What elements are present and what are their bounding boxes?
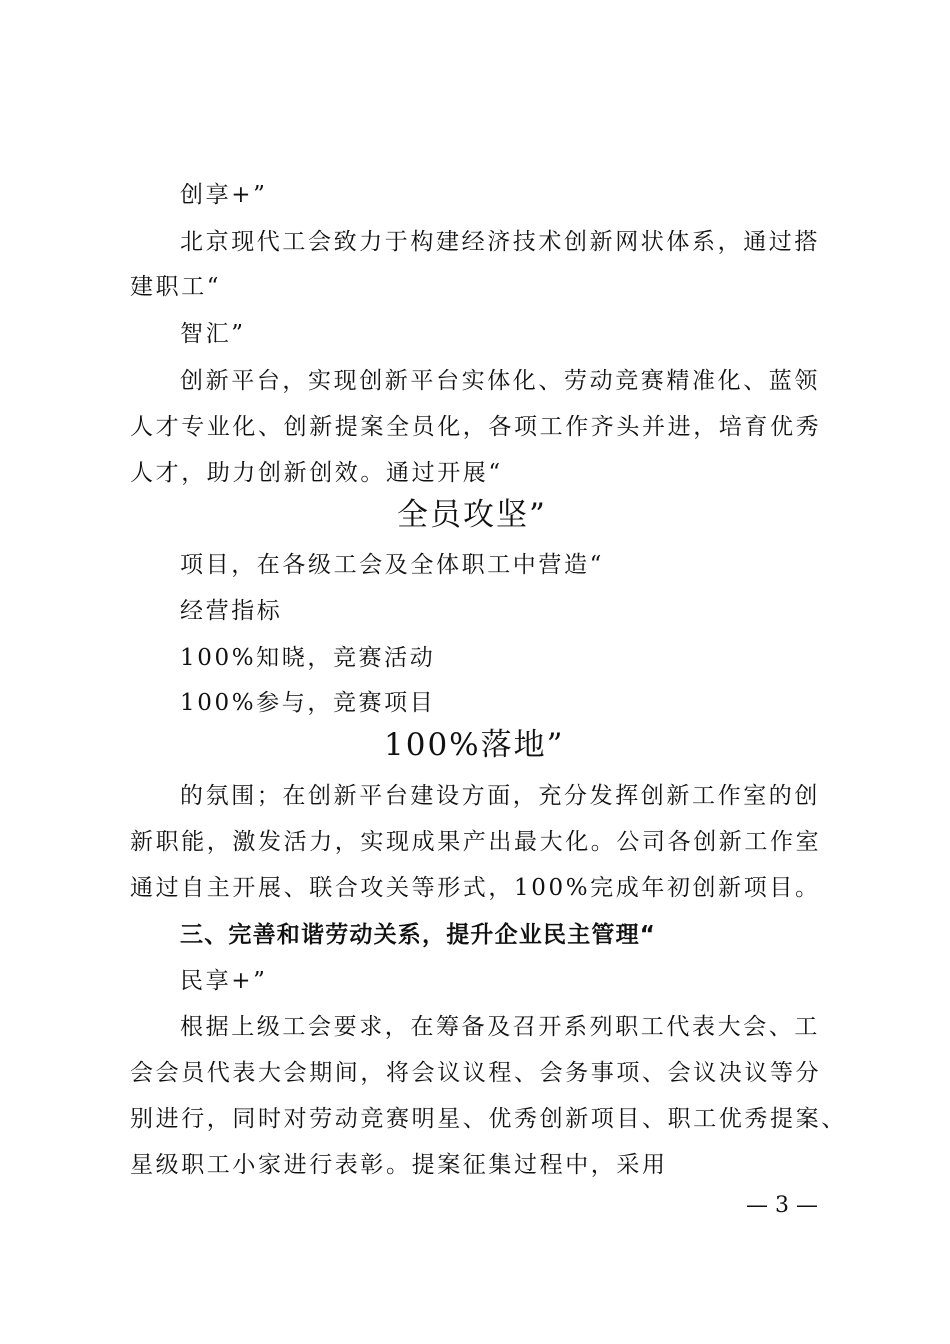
text-line-7: 人才，助力创新创效。通过开展“ — [130, 460, 503, 486]
text-line-16: 根据上级工会要求，在筹备及召开系列职工代表大会、工 — [180, 1014, 820, 1040]
text-line-15: 民享+” — [180, 968, 268, 994]
text-line-18: 别进行，同时对劳动竞赛明星、优秀创新项目、职工优秀提案、 — [130, 1106, 847, 1132]
text-line-14: 通过自主开展、联合攻关等形式，100%完成年初创新项目。 — [130, 875, 821, 901]
text-line-17: 会会员代表大会期间，将会议议程、会务事项、会议决议等分 — [130, 1060, 822, 1086]
text-line-13: 新职能，激发活力，实现成果产出最大化。公司各创新工作室 — [130, 829, 822, 855]
section-heading: 三、完善和谐劳动关系，提升企业民主管理“ — [180, 922, 657, 948]
text-line-12: 的氛围；在创新平台建设方面，充分发挥创新工作室的创 — [180, 783, 820, 809]
text-line-6: 人才专业化、创新提案全员化，各项工作齐头并进，培育优秀 — [130, 414, 822, 440]
text-line-9: 经营指标 — [180, 598, 283, 624]
text-line-1: 创享+” — [180, 182, 268, 208]
text-line-5: 创新平台，实现创新平台实体化、劳动竞赛精准化、蓝领 — [180, 368, 820, 394]
text-line-10: 100%知晓，竞赛活动 — [180, 645, 436, 671]
page-number: — 3 — — [746, 1193, 818, 1218]
text-line-8: 项目，在各级工会及全体职工中营造“ — [180, 552, 604, 578]
heading-line-1: 全员攻坚” — [397, 497, 547, 533]
text-line-2: 北京现代工会致力于构建经济技术创新网状体系，通过搭 — [180, 229, 820, 255]
text-line-3: 建职工“ — [130, 274, 222, 300]
text-line-4: 智汇” — [180, 321, 246, 347]
text-line-19: 星级职工小家进行表彰。提案征集过程中，采用 — [130, 1152, 668, 1178]
heading-line-2: 100%落地” — [384, 727, 565, 763]
text-line-11: 100%参与，竞赛项目 — [180, 690, 436, 716]
